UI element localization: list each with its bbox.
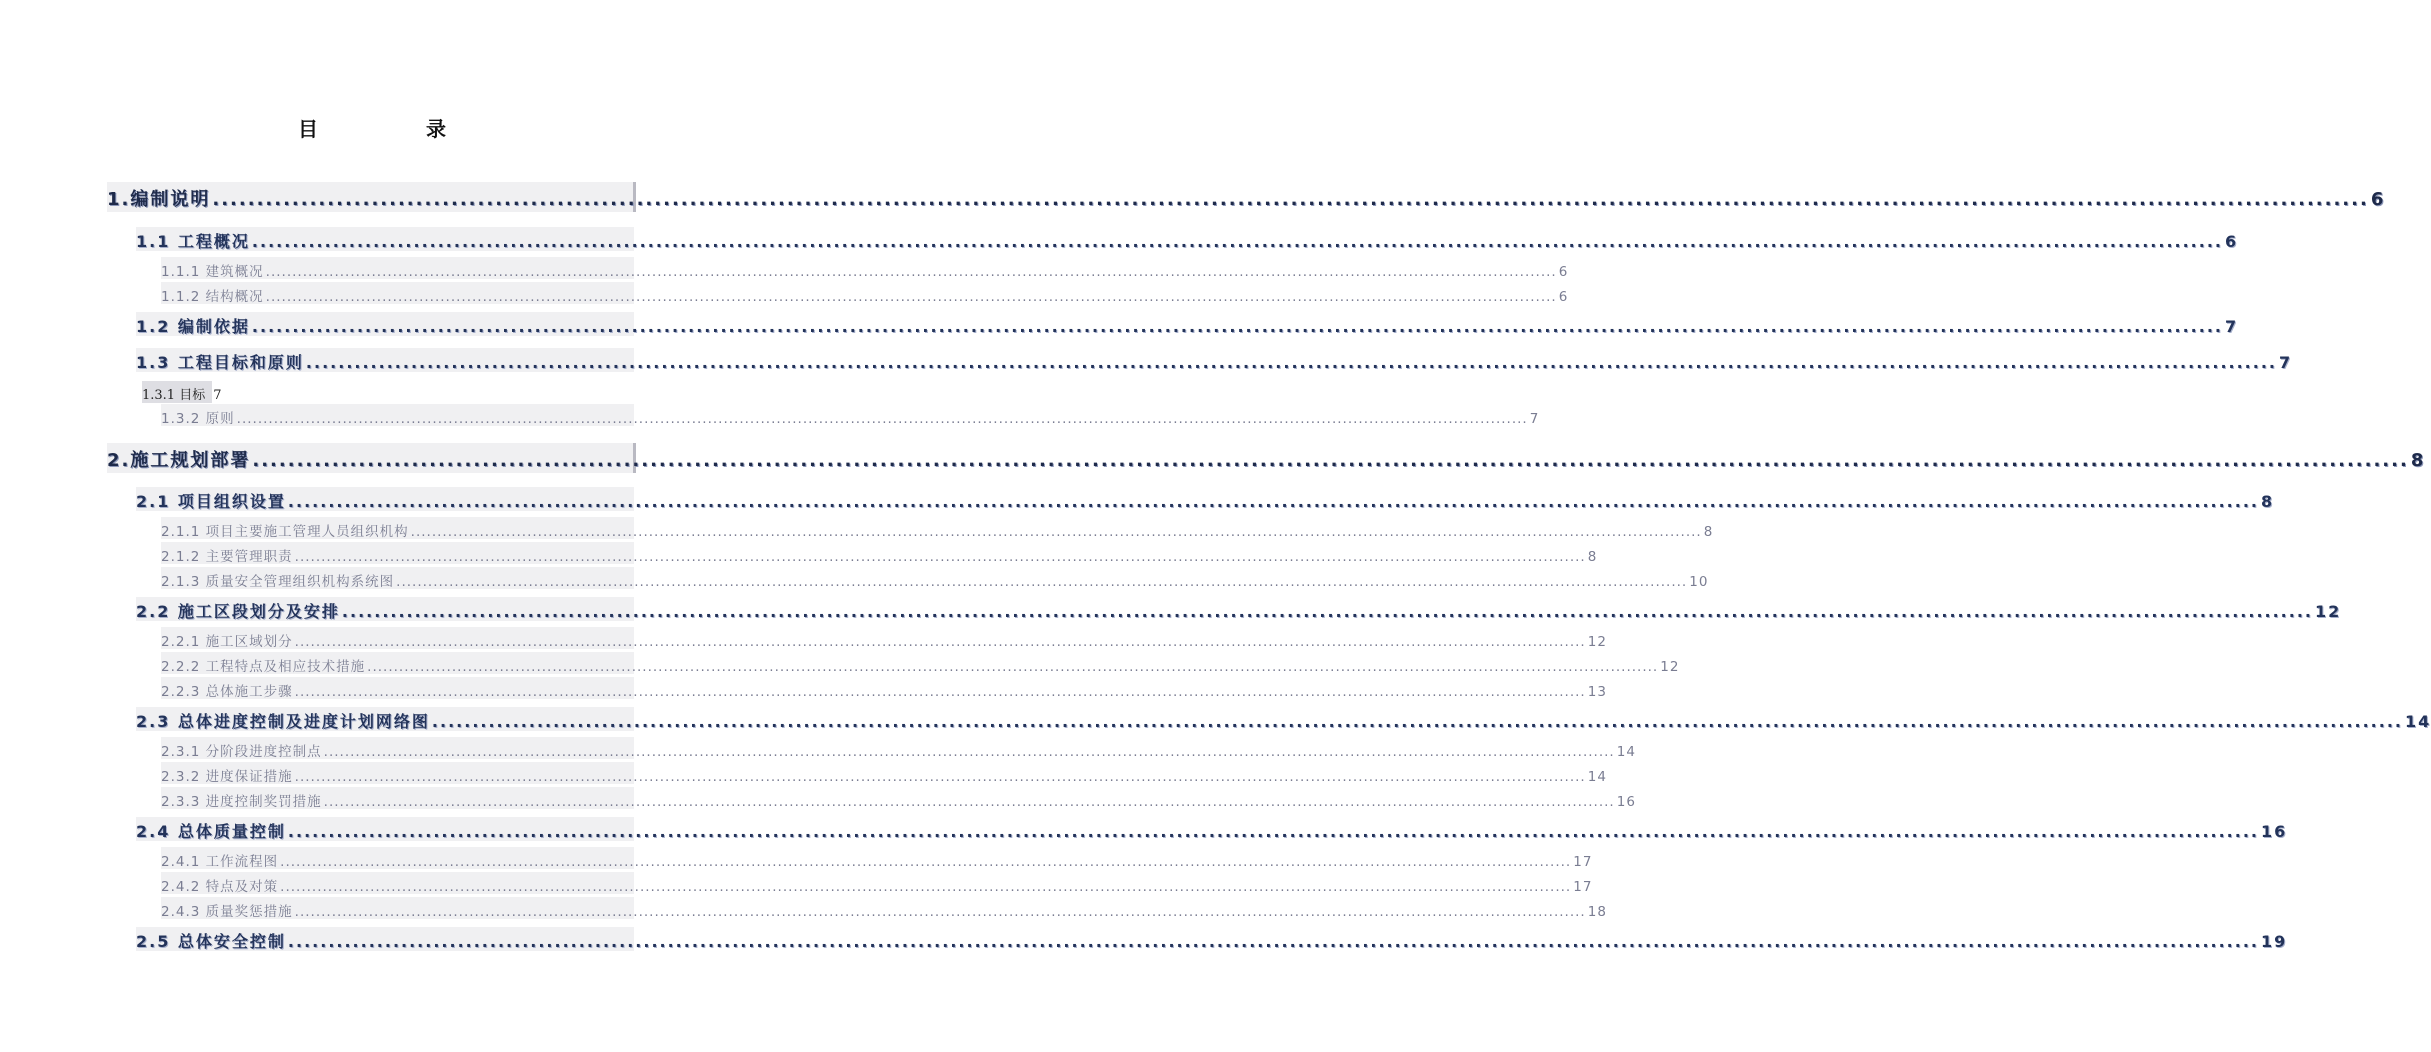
toc-entry-2-4-2[interactable]	[161, 872, 1593, 895]
toc-page: 7	[2278, 353, 2293, 372]
toc-leader	[432, 712, 2403, 731]
toc-entry-1-2[interactable]	[136, 312, 2239, 336]
toc-page: 8	[2260, 492, 2275, 511]
toc-label: 2.3 总体进度控制及进度计划网络图	[136, 712, 430, 731]
toc-label: 1.3.1 目标	[142, 388, 206, 403]
toc-leader	[280, 854, 1571, 870]
toc-entry-2-1[interactable]	[136, 487, 2275, 511]
toc-label: 2.4.2 特点及对策	[161, 879, 279, 895]
toc-label: 1.1.2 结构概况	[161, 289, 264, 305]
toc-entry-2-4[interactable]	[136, 817, 2288, 841]
toc-entry-1-3[interactable]	[136, 348, 2293, 372]
toc-leader	[295, 549, 1586, 565]
toc-page: 7	[2224, 317, 2239, 336]
toc-page: 16	[1616, 794, 1636, 810]
toc-label: 2.4.1 工作流程图	[161, 854, 279, 870]
toc-leader	[295, 769, 1586, 785]
toc-page: 17	[1573, 854, 1593, 870]
toc-label: 1.1.1 建筑概况	[161, 264, 264, 280]
toc-page: 18	[1587, 904, 1607, 920]
toc-label: 2.1.1 项目主要施工管理人员组织机构	[161, 524, 409, 540]
toc-leader	[288, 932, 2259, 951]
toc-entry-2-2-1[interactable]	[161, 627, 1607, 650]
toc-entry-1-1-1[interactable]	[161, 257, 1569, 280]
toc-entry-1-3-2[interactable]	[161, 404, 1540, 427]
toc-page: 8	[2410, 450, 2426, 471]
toc-page: 14	[1616, 744, 1636, 760]
toc-page: 14	[1587, 769, 1607, 785]
toc-label: 2.4 总体质量控制	[136, 822, 286, 841]
toc-label: 2.2.1 施工区域划分	[161, 634, 293, 650]
toc-page: 6	[2224, 232, 2239, 251]
toc-label: 2.4.3 质量奖惩措施	[161, 904, 293, 920]
toc-entry-2-3[interactable]	[136, 707, 2431, 731]
toc-entry-2-3-1[interactable]	[161, 737, 1636, 760]
toc-label: 2.3.1 分阶段进度控制点	[161, 744, 322, 760]
toc-leader	[288, 822, 2259, 841]
toc-page: 16	[2260, 822, 2288, 841]
toc-entry-2-5[interactable]	[136, 927, 2288, 951]
toc-page: 7	[1529, 411, 1540, 427]
toc-page: 8	[1587, 549, 1598, 565]
toc-page: 12	[2314, 602, 2342, 621]
toc-entry-1-1[interactable]	[136, 227, 2239, 251]
toc-page: 12	[1587, 634, 1607, 650]
toc-label: 2.2.3 总体施工步骤	[161, 684, 293, 700]
toc-leader	[237, 411, 1528, 427]
toc-page: 12	[1660, 659, 1680, 675]
toc-label: 2.2 施工区段划分及安排	[136, 602, 340, 621]
toc-label: 2.3.2 进度保证措施	[161, 769, 293, 785]
toc-entry-2-1-2[interactable]	[161, 542, 1598, 565]
toc-page: 7	[213, 388, 222, 403]
toc-entry-2-2-2[interactable]	[161, 652, 1680, 675]
toc-label: 1.1 工程概况	[136, 232, 250, 251]
toc-entry-2-3-3[interactable]	[161, 787, 1636, 810]
toc-page: 19	[2260, 932, 2288, 951]
toc-page: 10	[1689, 574, 1709, 590]
toc-page: 17	[1573, 879, 1593, 895]
toc-label: 1.3.2 原则	[161, 411, 235, 427]
toc-leader	[295, 904, 1586, 920]
toc-page: 6	[2370, 189, 2386, 210]
toc-entry-2-4-1[interactable]	[161, 847, 1593, 870]
toc-leader	[367, 659, 1658, 675]
toc-leader	[306, 353, 2277, 372]
toc-entry-1-3-1[interactable]	[142, 381, 222, 403]
toc-leader	[280, 879, 1571, 895]
toc-label: 1.3 工程目标和原则	[136, 353, 304, 372]
toc-label: 1.2 编制依据	[136, 317, 250, 336]
toc-label: 2.3.3 进度控制奖罚措施	[161, 794, 322, 810]
toc-leader	[252, 232, 2223, 251]
toc-leader	[212, 189, 2368, 210]
toc-label: 2.5 总体安全控制	[136, 932, 286, 951]
toc-entry-2-3-2[interactable]	[161, 762, 1607, 785]
toc-leader	[288, 492, 2259, 511]
toc-page: 13	[1587, 684, 1607, 700]
toc-leader	[252, 450, 2408, 471]
toc-entry-2-2[interactable]	[136, 597, 2342, 621]
toc-entry-2[interactable]	[107, 443, 2426, 473]
toc-leader	[252, 317, 2223, 336]
toc-leader	[295, 684, 1586, 700]
toc-leader	[295, 634, 1586, 650]
toc-leader	[266, 289, 1557, 305]
toc-leader	[396, 574, 1687, 590]
toc-label: 2.1.2 主要管理职责	[161, 549, 293, 565]
toc-label: 2.2.2 工程特点及相应技术措施	[161, 659, 366, 675]
toc-label: 2.1 项目组织设置	[136, 492, 286, 511]
toc-page: 14	[2404, 712, 2431, 731]
toc-label: 2.1.3 质量安全管理组织机构系统图	[161, 574, 395, 590]
toc-entry-1-1-2[interactable]	[161, 282, 1569, 305]
toc-leader	[411, 524, 1702, 540]
toc-entry-2-1-1[interactable]	[161, 517, 1714, 540]
toc-entry-1[interactable]	[107, 182, 2386, 212]
toc-entry-2-2-3[interactable]	[161, 677, 1607, 700]
toc-page: 6	[1558, 289, 1569, 305]
toc-page: 6	[1558, 264, 1569, 280]
toc-leader	[324, 744, 1615, 760]
toc-leader	[266, 264, 1557, 280]
toc-entry-2-1-3[interactable]	[161, 567, 1709, 590]
toc-entry-2-4-3[interactable]	[161, 897, 1607, 920]
page-title: 目 录	[298, 117, 490, 141]
toc-page: 8	[1703, 524, 1714, 540]
toc-leader	[324, 794, 1615, 810]
toc-leader	[342, 602, 2313, 621]
toc-label: 2.施工规划部署	[107, 450, 251, 471]
toc-label: 1.编制说明	[107, 189, 211, 210]
